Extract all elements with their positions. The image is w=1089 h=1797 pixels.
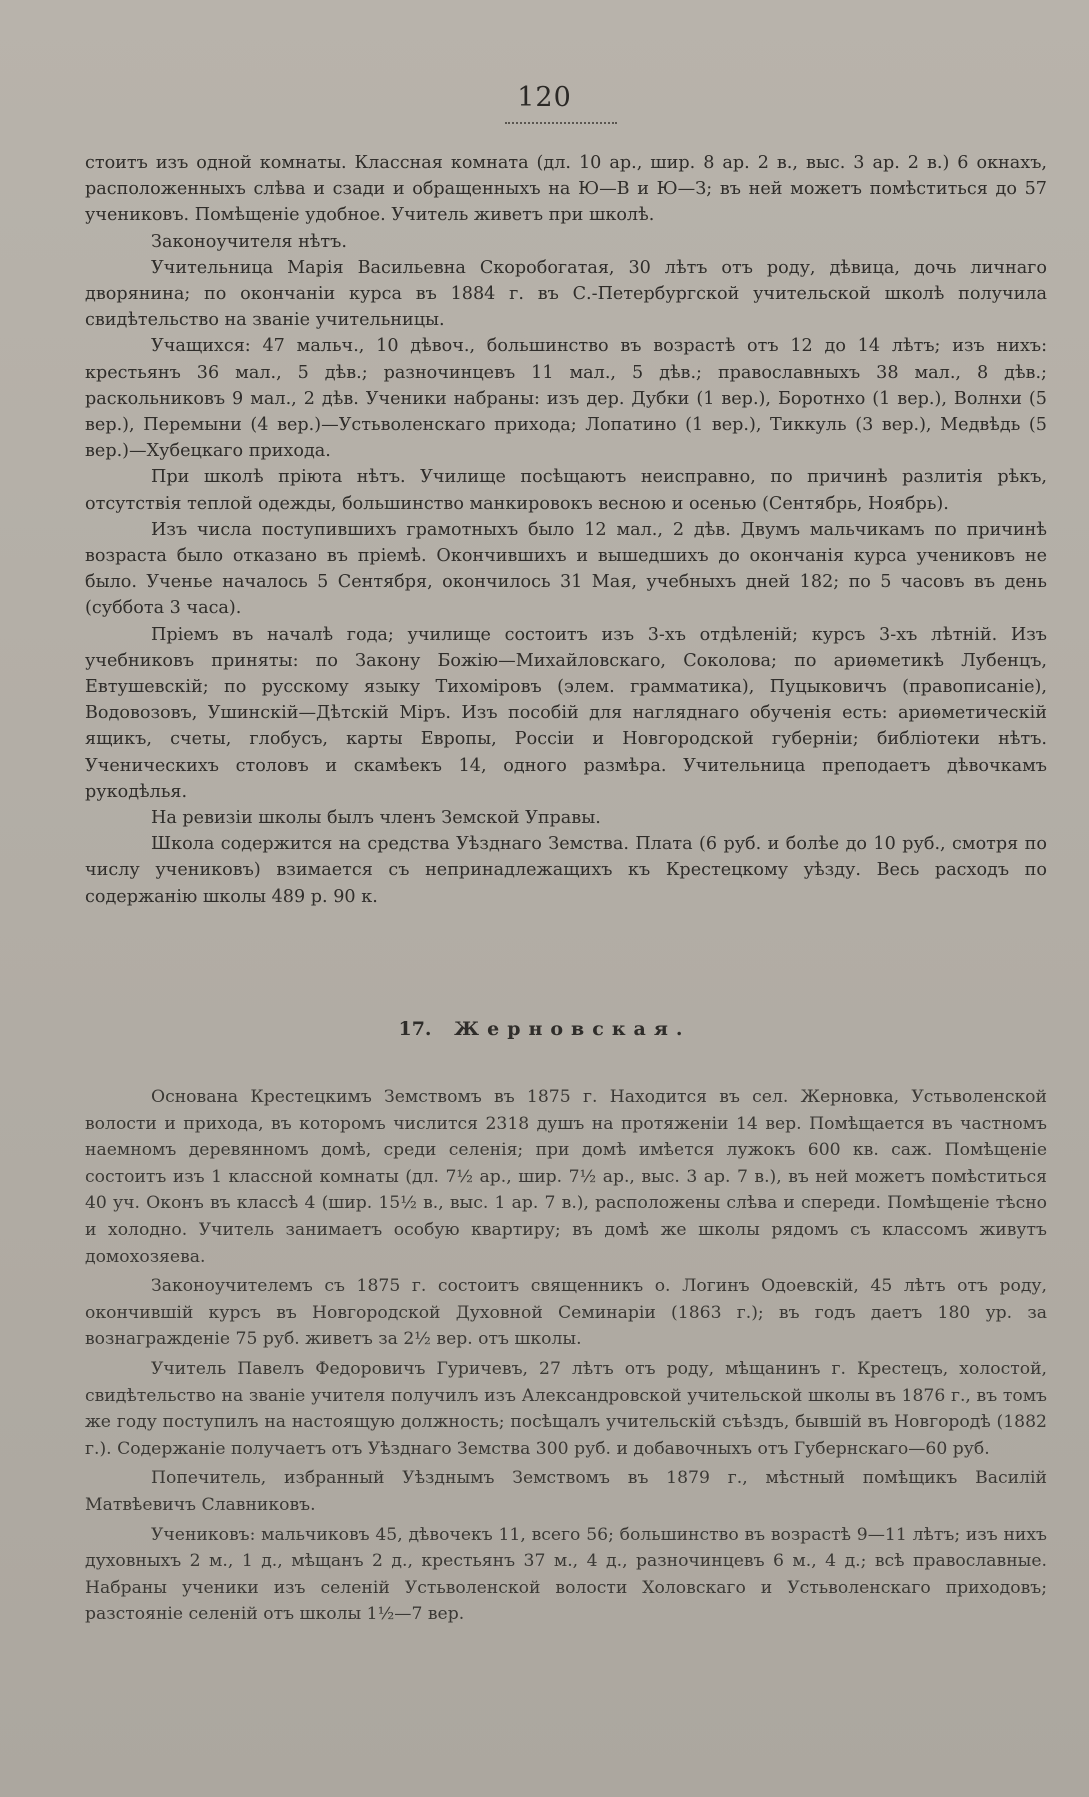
section-17-text — [85, 1084, 1047, 1631]
section-title: Жерновская. — [454, 1018, 691, 1040]
section-16-text — [85, 150, 1047, 910]
page-number-ornament — [505, 118, 617, 124]
section-number: 17. — [398, 1018, 432, 1040]
paragraph: Пріемъ въ началѣ года; училище состоитъ изъ 3-хъ отдѣленій; курсъ 3-хъ лѣтній. Изъ учебниковъ приняты: по Закону Божію—Михайловскаго, Соколова; по ариѳметикѣ Лубенцъ, Евтушевскій; по русскому языку Тихоміровъ (элем. грамматика), Пуцыковичъ (правописаніе), Водовозовъ, Ушинскій—Дѣтскій Міръ. Изъ пособій для нагляднаго обученія есть: ариѳметическій ящикъ, счеты, глобусъ, карты Европы, Россіи и Новгородской губерніи; библіотеки нѣтъ. Ученическихъ столовъ и скамѣекъ 14, одного размѣра. Учительница преподаетъ дѣвочкамъ рукодѣлья. — [85, 624, 1047, 802]
paragraph: Учащихся: 47 мальч., 10 дѣвоч., большинство въ возрастѣ отъ 12 до 14 лѣтъ; изъ нихъ: крестьянъ 36 мал., 5 дѣв.; разночинцевъ 11 мал., 5 дѣв.; православныхъ 38 мал., 8 дѣв.; раскольниковъ 9 мал., 2 дѣв. Ученики набраны: изъ дер. Дубки (1 вер.), Боротнхо (1 вер.), Волнхи (5 вер.), Перемыни (4 вер.)—Устьволенскаго прихода; Лопатино (1 вер.), Тиккуль (3 вер.), Медвѣдь (5 вер.)—Хубецкаго прихода. — [85, 336, 1047, 462]
paragraph: Учитель Павелъ Федоровичъ Гуричевъ, 27 лѣтъ отъ роду, мѣщанинъ г. Крестецъ, холостой, свидѣтельство на званіе учителя получилъ изъ Александровской учительской школы въ 1876 г., въ томъ же году поступилъ на настоящую должность; посѣщалъ учительскій съѣздъ, бывшій въ Новгородѣ (1882 г.). Содержаніе получаетъ отъ Уѣзднаго Земства 300 руб. и добавочныхъ отъ Губернскаго—60 руб. — [85, 1358, 1047, 1459]
paragraph: При школѣ пріюта нѣтъ. Училище посѣщаютъ неисправно, по причинѣ разлитія рѣкъ, отсутствія теплой одежды, большинство манкировокъ весною и осенью (Сентябрь, Ноябрь). — [85, 467, 1047, 514]
paragraph: Учительница Марія Васильевна Скоробогатая, 30 лѣтъ отъ роду, дѣвица, дочь личнаго дворянина; по окончаніи курса въ 1884 г. въ С.-Петербургской учительской школѣ получила свидѣтельство на званіе учительницы. — [85, 257, 1047, 331]
paragraph: Законоучителемъ съ 1875 г. состоитъ священникъ о. Логинъ Одоевскій, 45 лѣтъ отъ роду, окончившій курсъ въ Новгородской Духовной Семинаріи (1863 г.); въ годъ даетъ 180 ур. за вознагражденіе 75 руб. живетъ за 2½ вер. отъ школы. — [85, 1276, 1047, 1350]
paragraph: Учениковъ: мальчиковъ 45, дѣвочекъ 11, всего 56; большинство въ возрастѣ 9—11 лѣтъ; изъ нихъ духовныхъ 2 м., 1 д., мѣщанъ 2 д., крестьянъ 37 м., 4 д., разночинцевъ 6 м., 4 д.; всѣ православные. Набраны ученики изъ селеній Устьволенской волости Холовскаго и Устьволенскаго приходовъ; разстояніе селеній отъ школы 1½—7 вер. — [85, 1524, 1047, 1625]
paragraph: Законоучителя нѣтъ. — [151, 231, 347, 252]
paragraph: Попечитель, избранный Уѣзднымъ Земствомъ въ 1879 г., мѣстный помѣщикъ Василій Матвѣевичъ Славниковъ. — [85, 1468, 1047, 1515]
paragraph: Изъ числа поступившихъ грамотныхъ было 12 мал., 2 дѣв. Двумъ мальчикамъ по причинѣ возраста было отказано въ пріемѣ. Окончившихъ и вышедшихъ до окончанія курса учениковъ не было. Ученье началось 5 Сентября, окончилось 31 Мая, учебныхъ дней 182; по 5 часовъ въ день (суббота 3 часа). — [85, 519, 1047, 619]
paragraph: Основана Крестецкимъ Земствомъ въ 1875 г. Находится въ сел. Жерновка, Устьволенской волости и прихода, въ которомъ числится 2318 душъ на протяженіи 14 вер. Помѣщается въ частномъ наемномъ деревянномъ домѣ, среди селенія; при домѣ имѣется лужокъ 600 кв. саж. Помѣщеніе состоитъ изъ 1 классной комнаты (дл. 7½ ар., шир. 7½ ар., выс. 3 ар. 7 в.), въ ней можетъ помѣститься 40 уч. Оконъ въ классѣ 4 (шир. 15½ в., выс. 1 ар. 7 в.), расположены слѣва и спереди. Помѣщеніе тѣсно и холодно. Учитель занимаетъ особую квартиру; въ домѣ же школы рядомъ съ классомъ живутъ домохозяева. — [85, 1087, 1047, 1267]
paragraph: На ревизіи школы былъ членъ Земской Управы. — [151, 808, 601, 829]
paragraph: Школа содержится на средства Уѣзднаго Земства. Плата (6 руб. и болѣе до 10 руб., смотря по числу учениковъ) взимается съ непринадлежащихъ къ Крестецкому уѣзду. Весь расходъ по содержанію школы 489 р. 90 к. — [85, 834, 1047, 907]
page-number: 120 — [517, 82, 572, 113]
paragraph: стоитъ изъ одной комнаты. Классная комната (дл. 10 ар., шир. 8 ар. 2 в., выс. 3 ар. 2 в.) 6 окнахъ, расположенныхъ слѣва и сзади и обращенныхъ на Ю—В и Ю—З; въ ней можетъ помѣститься до 57 учениковъ. Помѣщеніе удобное. Учитель живетъ при школѣ. — [85, 153, 1047, 226]
section-heading — [0, 1018, 1089, 1040]
